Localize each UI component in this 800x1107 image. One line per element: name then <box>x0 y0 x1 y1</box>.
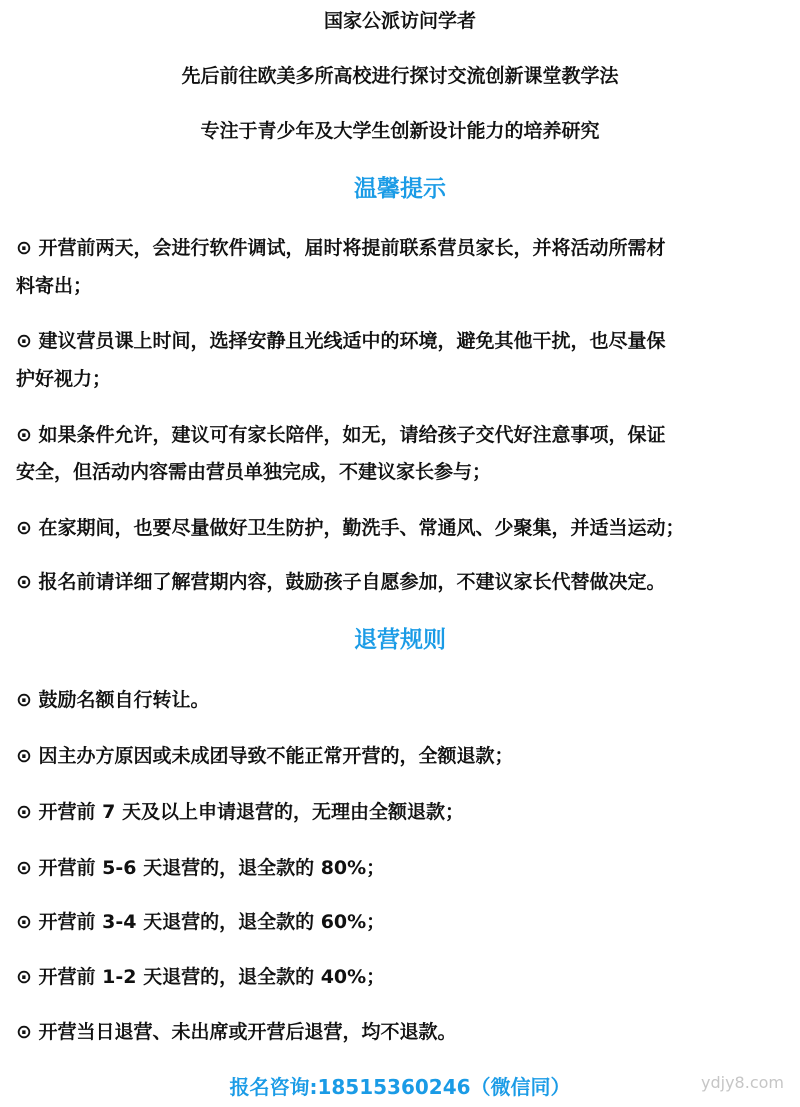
tips-item-5: ⊙ 报名前请详细了解营期内容，鼓励孩子自愿参加，不建议家长代替做决定。 <box>16 571 666 593</box>
tips-item-3-line-1: ⊙ 如果条件允许，建议可有家长陪伴，如无，请给孩子交代好注意事项，保证 <box>16 424 666 446</box>
tips-heading: 温馨提示 <box>354 176 446 202</box>
tips-item-1-line-2: 料寄出； <box>16 275 93 297</box>
watermark: ydjy8.com <box>701 1073 784 1092</box>
tips-item-1-line-1: ⊙ 开营前两天，会进行软件调试，届时将提前联系营员家长，并将活动所需材 <box>16 237 666 259</box>
refund-item-6: ⊙ 开营前 1-2 天退营的，退全款的 40%； <box>16 966 386 988</box>
refund-item-1: ⊙ 鼓励名额自行转让。 <box>16 689 210 711</box>
refund-item-5: ⊙ 开营前 3-4 天退营的，退全款的 60%； <box>16 911 386 933</box>
tips-item-2-line-1: ⊙ 建议营员课上时间，选择安静且光线适中的环境，避免其他干扰，也尽量保 <box>16 330 666 352</box>
tips-item-2-line-2: 护好视力； <box>16 368 112 390</box>
intro-line-3: 专注于青少年及大学生创新设计能力的培养研究 <box>200 120 600 142</box>
intro-line-2: 先后前往欧美多所高校进行探讨交流创新课堂教学法 <box>181 65 619 87</box>
tips-item-4: ⊙ 在家期间，也要尽量做好卫生防护，勤洗手、常通风、少聚集，并适当运动； <box>16 517 685 539</box>
refund-item-4: ⊙ 开营前 5-6 天退营的，退全款的 80%； <box>16 857 386 879</box>
refund-item-3: ⊙ 开营前 7 天及以上申请退营的，无理由全额退款； <box>16 801 464 823</box>
tips-item-3-line-2: 安全，但活动内容需由营员单独完成，不建议家长参与； <box>16 461 492 483</box>
refund-heading: 退营规则 <box>354 627 446 653</box>
contact-line: 报名咨询:18515360246（微信同） <box>229 1075 571 1099</box>
refund-item-2: ⊙ 因主办方原因或未成团导致不能正常开营的，全额退款； <box>16 745 514 767</box>
intro-line-1: 国家公派访问学者 <box>323 10 476 32</box>
refund-item-7: ⊙ 开营当日退营、未出席或开营后退营，均不退款。 <box>16 1021 457 1043</box>
